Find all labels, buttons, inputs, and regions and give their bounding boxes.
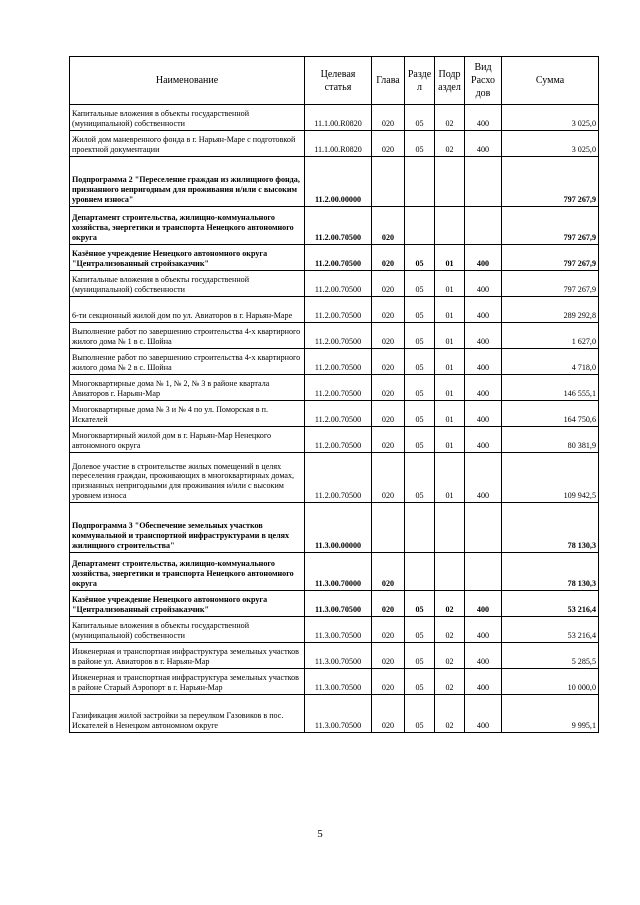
cell-subsection: 01 xyxy=(435,323,465,349)
cell-expense-type: 400 xyxy=(465,131,502,157)
header-expense-type: Вид Расхо дов xyxy=(465,57,502,105)
cell-subsection: 02 xyxy=(435,617,465,643)
cell-article: 11.2.00.00000 xyxy=(305,157,372,207)
cell-subsection: 01 xyxy=(435,375,465,401)
cell-name: Казённое учреждение Ненецкого автономного округа "Централизованный стройзаказчик" xyxy=(70,591,305,617)
cell-article: 11.2.00.70500 xyxy=(305,401,372,427)
cell-chapter: 020 xyxy=(372,553,405,591)
cell-section xyxy=(405,503,435,553)
cell-subsection: 02 xyxy=(435,591,465,617)
cell-name: Выполнение работ по завершению строительства 4-х квартирного жилого дома № 2 в с. Шойна xyxy=(70,349,305,375)
cell-expense-type: 400 xyxy=(465,401,502,427)
cell-name: Жилой дом маневренного фонда в г. Нарьян-Маре с подготовкой проектной документации xyxy=(70,131,305,157)
cell-expense-type: 400 xyxy=(465,245,502,271)
cell-chapter: 020 xyxy=(372,271,405,297)
table-row xyxy=(70,695,599,733)
cell-sum: 3 025,0 xyxy=(502,105,599,131)
cell-expense-type: 400 xyxy=(465,105,502,131)
cell-section: 05 xyxy=(405,695,435,733)
cell-subsection: 02 xyxy=(435,105,465,131)
cell-article: 11.3.00.00000 xyxy=(305,503,372,553)
cell-expense-type: 400 xyxy=(465,271,502,297)
cell-chapter: 020 xyxy=(372,245,405,271)
cell-chapter: 020 xyxy=(372,591,405,617)
cell-sum: 797 267,9 xyxy=(502,157,599,207)
cell-sum: 146 555,1 xyxy=(502,375,599,401)
header-name: Наименование xyxy=(70,57,305,105)
table-row xyxy=(70,617,599,643)
cell-section: 05 xyxy=(405,617,435,643)
cell-name: Подпрограмма 3 "Обеспечение земельных участков коммунальной и транспортной инфраструктурами в целях жилищного строительства" xyxy=(70,503,305,553)
cell-sum: 164 750,6 xyxy=(502,401,599,427)
cell-sum: 53 216,4 xyxy=(502,591,599,617)
cell-chapter: 020 xyxy=(372,453,405,503)
cell-article: 11.2.00.70500 xyxy=(305,375,372,401)
cell-subsection: 01 xyxy=(435,453,465,503)
table-row xyxy=(70,157,599,207)
header-section: Разде л xyxy=(405,57,435,105)
cell-name: Департамент строительства, жилищно-коммунального хозяйства, энергетики и транспорта Ненецкого автономного округа xyxy=(70,207,305,245)
cell-expense-type xyxy=(465,553,502,591)
cell-sum: 797 267,9 xyxy=(502,245,599,271)
cell-chapter: 020 xyxy=(372,375,405,401)
cell-section: 05 xyxy=(405,375,435,401)
cell-sum: 797 267,9 xyxy=(502,207,599,245)
cell-chapter: 020 xyxy=(372,207,405,245)
table-row xyxy=(70,297,599,323)
cell-name: Долевое участие в строительстве жилых помещений в целях переселения граждан, проживающих в многоквартирных домах, признанных непригодными для проживания и/или с высоким уровнем износа xyxy=(70,453,305,503)
cell-name: Многоквартирные дома № 1, № 2, № 3 в районе квартала Авиаторов г. Нарьян-Мар xyxy=(70,375,305,401)
cell-name: Подпрограмма 2 "Переселение граждан из жилищного фонда, признанного непригодным для проживания и/или с высоким уровнем износа" xyxy=(70,157,305,207)
cell-section: 05 xyxy=(405,401,435,427)
cell-sum: 5 285,5 xyxy=(502,643,599,669)
cell-article: 11.2.00.70500 xyxy=(305,349,372,375)
cell-expense-type: 400 xyxy=(465,591,502,617)
cell-chapter: 020 xyxy=(372,105,405,131)
header-row xyxy=(70,57,599,105)
cell-subsection: 02 xyxy=(435,669,465,695)
table-row xyxy=(70,427,599,453)
cell-article: 11.2.00.70500 xyxy=(305,427,372,453)
cell-subsection xyxy=(435,157,465,207)
table-row xyxy=(70,131,599,157)
cell-sum: 109 942,5 xyxy=(502,453,599,503)
cell-subsection: 01 xyxy=(435,245,465,271)
cell-article: 11.3.00.70500 xyxy=(305,695,372,733)
cell-chapter: 020 xyxy=(372,297,405,323)
cell-sum: 289 292,8 xyxy=(502,297,599,323)
cell-sum: 3 025,0 xyxy=(502,131,599,157)
cell-name: Газификация жилой застройки за переулком Газовиков в пос. Искателей в Ненецком автономном округе xyxy=(70,695,305,733)
cell-name: Инженерная и транспортная инфраструктура земельных участков в районе ул. Авиаторов в г. Нарьян-Мар xyxy=(70,643,305,669)
cell-name: Капитальные вложения в объекты государственной (муниципальной) собственности xyxy=(70,271,305,297)
cell-name: Капитальные вложения в объекты государственной (муниципальной) собственности xyxy=(70,617,305,643)
cell-chapter: 020 xyxy=(372,131,405,157)
cell-expense-type: 400 xyxy=(465,323,502,349)
cell-sum: 53 216,4 xyxy=(502,617,599,643)
cell-chapter xyxy=(372,503,405,553)
cell-subsection: 02 xyxy=(435,643,465,669)
cell-chapter: 020 xyxy=(372,323,405,349)
cell-chapter: 020 xyxy=(372,643,405,669)
cell-subsection: 01 xyxy=(435,297,465,323)
cell-subsection xyxy=(435,553,465,591)
cell-subsection: 02 xyxy=(435,695,465,733)
budget-table xyxy=(69,56,599,733)
cell-expense-type: 400 xyxy=(465,453,502,503)
cell-section: 05 xyxy=(405,297,435,323)
cell-name: Инженерная и транспортная инфраструктура земельных участков в районе Старый Аэропорт в г. Нарьян-Мар xyxy=(70,669,305,695)
cell-chapter: 020 xyxy=(372,617,405,643)
cell-expense-type: 400 xyxy=(465,427,502,453)
cell-name: Капитальные вложения в объекты государственной (муниципальной) собственности xyxy=(70,105,305,131)
cell-section: 05 xyxy=(405,669,435,695)
cell-section: 05 xyxy=(405,643,435,669)
cell-sum: 9 995,1 xyxy=(502,695,599,733)
cell-chapter: 020 xyxy=(372,401,405,427)
header-subsection: Подр аздел xyxy=(435,57,465,105)
table-row xyxy=(70,453,599,503)
cell-subsection: 02 xyxy=(435,131,465,157)
cell-article: 11.3.00.70500 xyxy=(305,591,372,617)
cell-chapter: 020 xyxy=(372,695,405,733)
cell-subsection: 01 xyxy=(435,427,465,453)
table-row xyxy=(70,245,599,271)
cell-expense-type xyxy=(465,157,502,207)
cell-chapter: 020 xyxy=(372,427,405,453)
header-chapter: Глава xyxy=(372,57,405,105)
cell-article: 11.1.00.R0820 xyxy=(305,105,372,131)
table-body xyxy=(70,105,599,733)
cell-section: 05 xyxy=(405,271,435,297)
cell-article: 11.2.00.70500 xyxy=(305,323,372,349)
cell-expense-type: 400 xyxy=(465,349,502,375)
cell-section: 05 xyxy=(405,453,435,503)
cell-section xyxy=(405,207,435,245)
cell-section: 05 xyxy=(405,323,435,349)
header-article: Целевая статья xyxy=(305,57,372,105)
table-row xyxy=(70,643,599,669)
cell-chapter: 020 xyxy=(372,669,405,695)
cell-expense-type: 400 xyxy=(465,669,502,695)
cell-subsection xyxy=(435,503,465,553)
cell-name: Многоквартирный жилой дом в г. Нарьян-Мар Ненецкого автономного округа xyxy=(70,427,305,453)
cell-name: Выполнение работ по завершению строительства 4-х квартирного жилого дома № 1 в с. Шойна xyxy=(70,323,305,349)
cell-sum: 1 627,0 xyxy=(502,323,599,349)
cell-article: 11.3.00.70500 xyxy=(305,617,372,643)
cell-sum: 4 718,0 xyxy=(502,349,599,375)
cell-section: 05 xyxy=(405,349,435,375)
table-row xyxy=(70,553,599,591)
table-row xyxy=(70,375,599,401)
cell-subsection xyxy=(435,207,465,245)
cell-article: 11.2.00.70500 xyxy=(305,207,372,245)
cell-expense-type: 400 xyxy=(465,617,502,643)
cell-article: 11.1.00.R0820 xyxy=(305,131,372,157)
cell-expense-type xyxy=(465,503,502,553)
cell-expense-type: 400 xyxy=(465,695,502,733)
cell-name: 6-ти секционный жилой дом по ул. Авиаторов в г. Нарьян-Маре xyxy=(70,297,305,323)
cell-sum: 10 000,0 xyxy=(502,669,599,695)
table-row xyxy=(70,323,599,349)
table-row xyxy=(70,503,599,553)
table-row xyxy=(70,271,599,297)
table-row xyxy=(70,669,599,695)
cell-sum: 80 381,9 xyxy=(502,427,599,453)
cell-section: 05 xyxy=(405,427,435,453)
cell-section: 05 xyxy=(405,245,435,271)
cell-sum: 78 130,3 xyxy=(502,503,599,553)
cell-expense-type xyxy=(465,207,502,245)
cell-chapter: 020 xyxy=(372,349,405,375)
cell-expense-type: 400 xyxy=(465,643,502,669)
cell-section: 05 xyxy=(405,591,435,617)
cell-section: 05 xyxy=(405,131,435,157)
table-row xyxy=(70,349,599,375)
cell-article: 11.2.00.70500 xyxy=(305,271,372,297)
cell-subsection: 01 xyxy=(435,271,465,297)
table-row xyxy=(70,591,599,617)
cell-chapter xyxy=(372,157,405,207)
table-row xyxy=(70,401,599,427)
cell-article: 11.2.00.70500 xyxy=(305,453,372,503)
cell-subsection: 01 xyxy=(435,349,465,375)
cell-section: 05 xyxy=(405,105,435,131)
cell-expense-type: 400 xyxy=(465,297,502,323)
header-sum: Сумма xyxy=(502,57,599,105)
cell-article: 11.3.00.70500 xyxy=(305,669,372,695)
table-row xyxy=(70,207,599,245)
cell-article: 11.2.00.70500 xyxy=(305,245,372,271)
cell-name: Департамент строительства, жилищно-коммунального хозяйства, энергетики и транспорта Ненецкого автономного округа xyxy=(70,553,305,591)
cell-article: 11.3.00.70000 xyxy=(305,553,372,591)
page-number: 5 xyxy=(317,828,323,840)
cell-section xyxy=(405,553,435,591)
cell-subsection: 01 xyxy=(435,401,465,427)
table-row xyxy=(70,105,599,131)
cell-name: Казённое учреждение Ненецкого автономного округа "Централизованный стройзаказчик" xyxy=(70,245,305,271)
cell-article: 11.2.00.70500 xyxy=(305,297,372,323)
cell-sum: 78 130,3 xyxy=(502,553,599,591)
cell-expense-type: 400 xyxy=(465,375,502,401)
cell-article: 11.3.00.70500 xyxy=(305,643,372,669)
cell-section xyxy=(405,157,435,207)
cell-sum: 797 267,9 xyxy=(502,271,599,297)
cell-name: Многоквартирные дома № 3 и № 4 по ул. Поморская в п. Искателей xyxy=(70,401,305,427)
